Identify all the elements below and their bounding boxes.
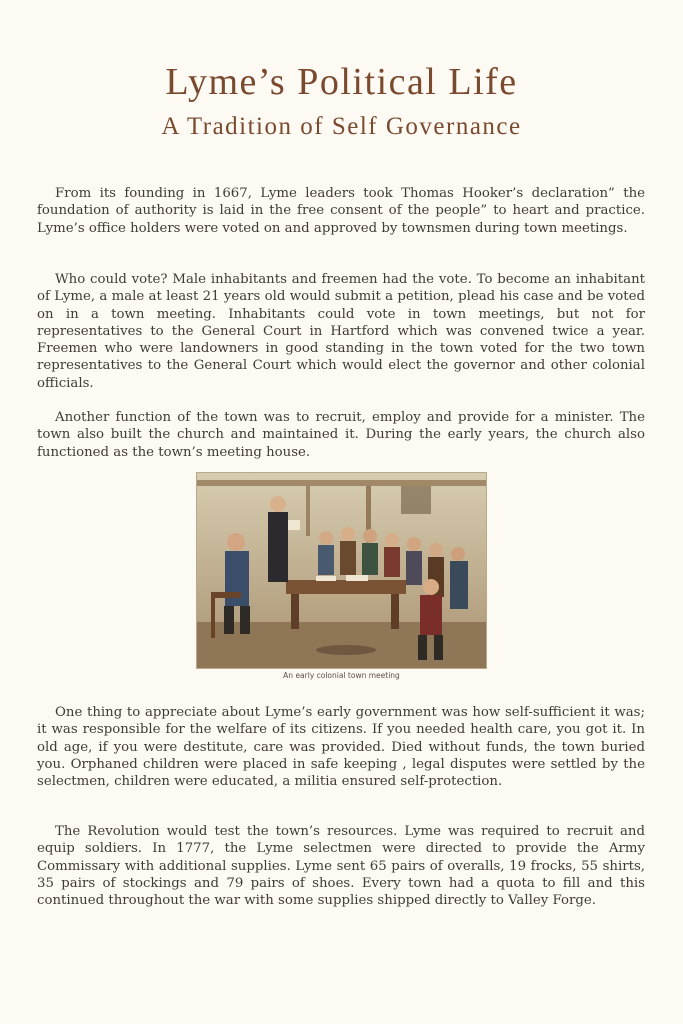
paragraph-founding: From its founding in 1667, Lyme leaders took Thomas Hooker’s declaration” the foundation of authority is laid in the free consent of the people” to heart and practice. Lyme’s office holders were voted on and approved by townsmen during town meetings. (37, 186, 645, 236)
page-subtitle: A Tradition of Self Governance (161, 113, 522, 140)
paragraph-voting: Who could vote? Male inhabitants and freemen had the vote. To become an inhabitant of Lyme, a male at least 21 years old would submit a petition, plead his case and be voted on in a town meeting. Inhabitants could vote in town meetings, but not for representatives to the General Court in Hartford which was convened twice a year. Freemen who were landowners in good standing in the town voted for the two town representatives to the General Court which would elect the governor and other colonial officials. (37, 272, 645, 391)
paragraph-minister: Another function of the town was to recruit, employ and provide for a minister. The town also built the church and maintained it. During the early years, the church also functioned as the town’s meeting house. (37, 410, 645, 460)
paragraph-revolution: The Revolution would test the town’s resources. Lyme was required to recruit and equip soldiers. In 1777, the Lyme selectmen were directed to provide the Army Commissary with additional supplies. Lyme sent 65 pairs of overalls, 19 frocks, 55 shirts, 35 pairs of stockings and 79 pairs of shoes. Every town had a quota to fill and this continued throughout the war with some supplies shipped directly to Valley Forge. (37, 824, 645, 909)
illustration-artwork (196, 472, 487, 669)
town-meeting-illustration (196, 472, 487, 669)
paragraph-self-sufficiency: One thing to appreciate about Lyme’s early government was how self-sufficient it was; it was responsible for the welfare of its citizens. If you needed health care, you got it. In old age, if you were destitute, care was provided. Died without funds, the town buried you. Orphaned children were placed in safe keeping , legal disputes were settled by the selectmen, children were educated, a militia ensured self-protection. (37, 705, 645, 790)
page-title: Lyme’s Political Life (165, 61, 518, 103)
figure-caption: An early colonial town meeting (283, 671, 400, 680)
